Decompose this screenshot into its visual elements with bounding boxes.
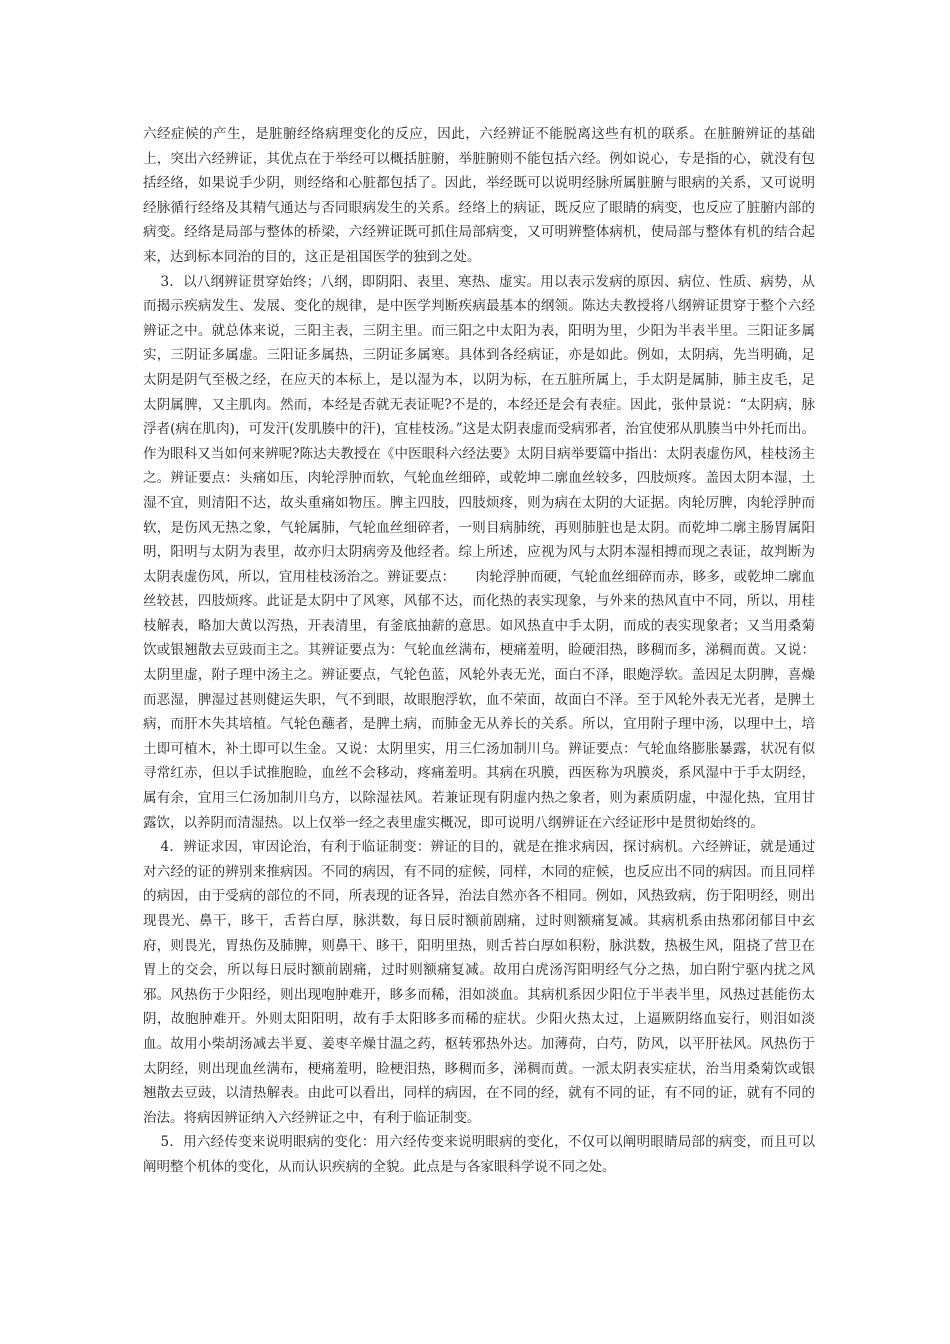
paragraph-six-channel-transmission: 5．用六经传变来说明眼病的变化：用六经传变来说明眼病的变化，不仅可以阐明眼睛局部的病变，而且可以阐明整个机体的变化，从而认识疾病的全貌。此点是与各家眼科学说不同之处。: [143, 1134, 815, 1175]
paragraph-six-channel-intro: 六经症候的产生，是脏腑经络病理变化的反应，因此，六经辨证不能脱离这些有机的联系。在脏腑辨证的基础上，突出六经辨证，其优点在于举经可以概括脏腑，举脏腑则不能包括六经。例如说心，专是指的心，就没有包括经络，如果说手少阴，则经络和心脏都包括了。因此，举经既可以说明经脉所属脏腑与眼病的关系，又可说明经脉循行经络及其精气通达与否同眼病发生的关系。经络上的病证，既反应了眼睛的病变，也反应了脏腑内部的病变。经络是局部与整体的桥梁，六经辨证既可抓住局部病变，又可明辨整体病机，使局部与整体有机的结合起来，达到标本同治的目的，这正是祖国医学的独到之处。: [143, 126, 815, 265]
paragraph-etiology-differentiation: 4．辨证求因，审因论治，有利于临证制变：辨证的目的，就是在推求病因，探讨病机。六经辨证，就是通过对六经的证的辨别来推病因。不同的病因，有不同的症候，同样，木同的症候，也反应出不同的病因。而且同样的病因，由于受病的部位的不同，所表现的证各异，治法自然亦各不相同。例如，风热致病，伤于阳明经，则出现畏光、鼻干，眵干，舌苔白厚，脉洪数，每日辰时额前剧痛，过时则额痛复减。其病机系由热邪闭郁目中玄府，则畏光，胃热伤及肺脾，则鼻干、眵干，阳明里热，则舌苔白厚如积粉，脉洪数，热极生风，阻挠了营卫在胃上的交会，所以每日辰时额前剧痛，过时则额痛复减。故用白虎汤泻阳明经气分之热，加白附宁驱内扰之风邪。风热伤于少阳经，则出现咆肿难开，眵多而稀，泪如淡血。其病机系因少阳位于半表半里，风热过甚能伤太阴，故胞肿难开。外则太阳阳明，故有手太阳眵多而稀的症状。少阳火热太过，上逼厥阴络血妄行，则泪如淡血。故用小柴胡汤减去半夏、姜枣辛燥甘温之药，枢转邪热外达。加薄荷，白芍，防风，以平肝祛风。风热伤于太阴经，则出现血丝满布，梗痛羞明，睑梗泪热，眵稠而多，涕稠而黄。一派太阴表实症状，治当用桑菊饮或银翘散去豆豉，以清热解表。由此可以看出，同样的病因，在不同的经，就有不同的证，有不同的证，就有不同的治法。将病因辨证纳入六经辨证之中，有利于临证制变。: [143, 839, 815, 1126]
document-body: [143, 122, 815, 1180]
paragraph-eight-principles: 3．以八纲辨证贯穿始终；八纲，即阴阳、表里、寒热、虚实。用以表示发病的原因、病位、性质、病势，从而揭示疾病发生、发展、变化的规律，是中医学判断疾病最基本的纲领。陈达夫教授将八纲辨证贯穿于整个六经辨证之中。就总体来说，三阳主表，三阴主里。而三阳之中太阳为表，阳明为里，少阳为半表半里。三阳证多属实，三阴证多属虚。三阳证多属热，三阴证多属寒。具体到各经病证，亦是如此。例如，太阴病，先当明确，足太阴是阴气至极之经，在应天的本标上，是以湿为本，以阴为标，在五脏所属上，手太阴是属肺，肺主皮毛，足太阴属脾，又主肌肉。然而，本经是否就无表证呢?不是的，本经还是会有表症。因此，张仲景说：“太阴病，脉浮者(病在肌肉)，可发汗(发肌腠中的汗)，宜桂枝汤。”这是太阴表虚而受病邪者，治宜使邪从肌腠当中外托而出。作为眼科又当如何来辨呢?陈达夫教授在《中医眼科六经法要》太阴目病举要篇中指出：太阴表虚伤风，桂枝汤主之。辨证要点：头痛如压，肉轮浮肿而软，气轮血丝细碎，或乾坤二廓血丝较多，四肢烦疼。盖因太阴本湿，土湿不宜，则清阳不达，故头重痛如物压。脾主四肢，四肢烦疼，则为病在太阴的大证据。肉轮厉脾，肉轮浮肿而软，是伤风无热之象，气轮属肺，气轮血丝细碎者，一则目病肺统，再则肺脏也是太阴。而乾坤二廓主肠胃属阳明，阳明与太阴为表里，故亦归太阴病旁及他经者。综上所述，应视为风与太阴本湿相搏而现之表证，故判断为太阴表虚伤风，所以，宜用桂枝汤治之。辨证要点： 肉轮浮肿而硬，气轮血丝细碎而赤，眵多，或乾坤二廓血丝较甚，四肢烦疼。此证是太阴中了风寒，风郁不达，而化热的表实现象，与外来的热风直中不同，所以，用桂枝解表，略加大黄以泻热，开表清里，有釜底抽薪的意思。如风热直中手太阴，而成的表实现象者；又当用桑菊饮或银翘散去豆豉而主之。其辨证要点为：气轮血丝满布，梗痛羞明，睑硬泪热，眵稠而多，涕稠而黄。又说：太阴里虚，附子理中汤主之。辨证要点，气轮色蓝，风轮外表无光，面白不泽，眼皰浮软。盖因足太阴脾，喜燥而恶湿，脾湿过甚则健运失职，气不到眼，故眼胞浮软，血不荣面，故面白不泽。至于风轮外表无光者，是脾土病，而肝木失其培植。气轮色蘸者，是脾土病，而肺金无从养长的关系。所以，宜用附子理中汤，以理中土，培土即可植木，补土即可以生金。又说：太阴里实，用三仁汤加制川乌。辨证要点：气轮血络膨胀暴露，状况有似寻常红赤，但以手试推胞睑，血丝不会移动，疼痛羞明。其病在巩膜，西医称为巩膜炎，系风湿中于手太阴经，属有余，宜用三仁汤加制川乌方，以除湿祛风。若兼证现有阴虚内热之象者，则为素质阴虚，中湿化热，宜用甘露饮，以养阴而清湿热。以上仅举一经之表里虚实概况，即可说明八纲辨证在六经证形中是贯彻始终的。: [143, 273, 815, 831]
